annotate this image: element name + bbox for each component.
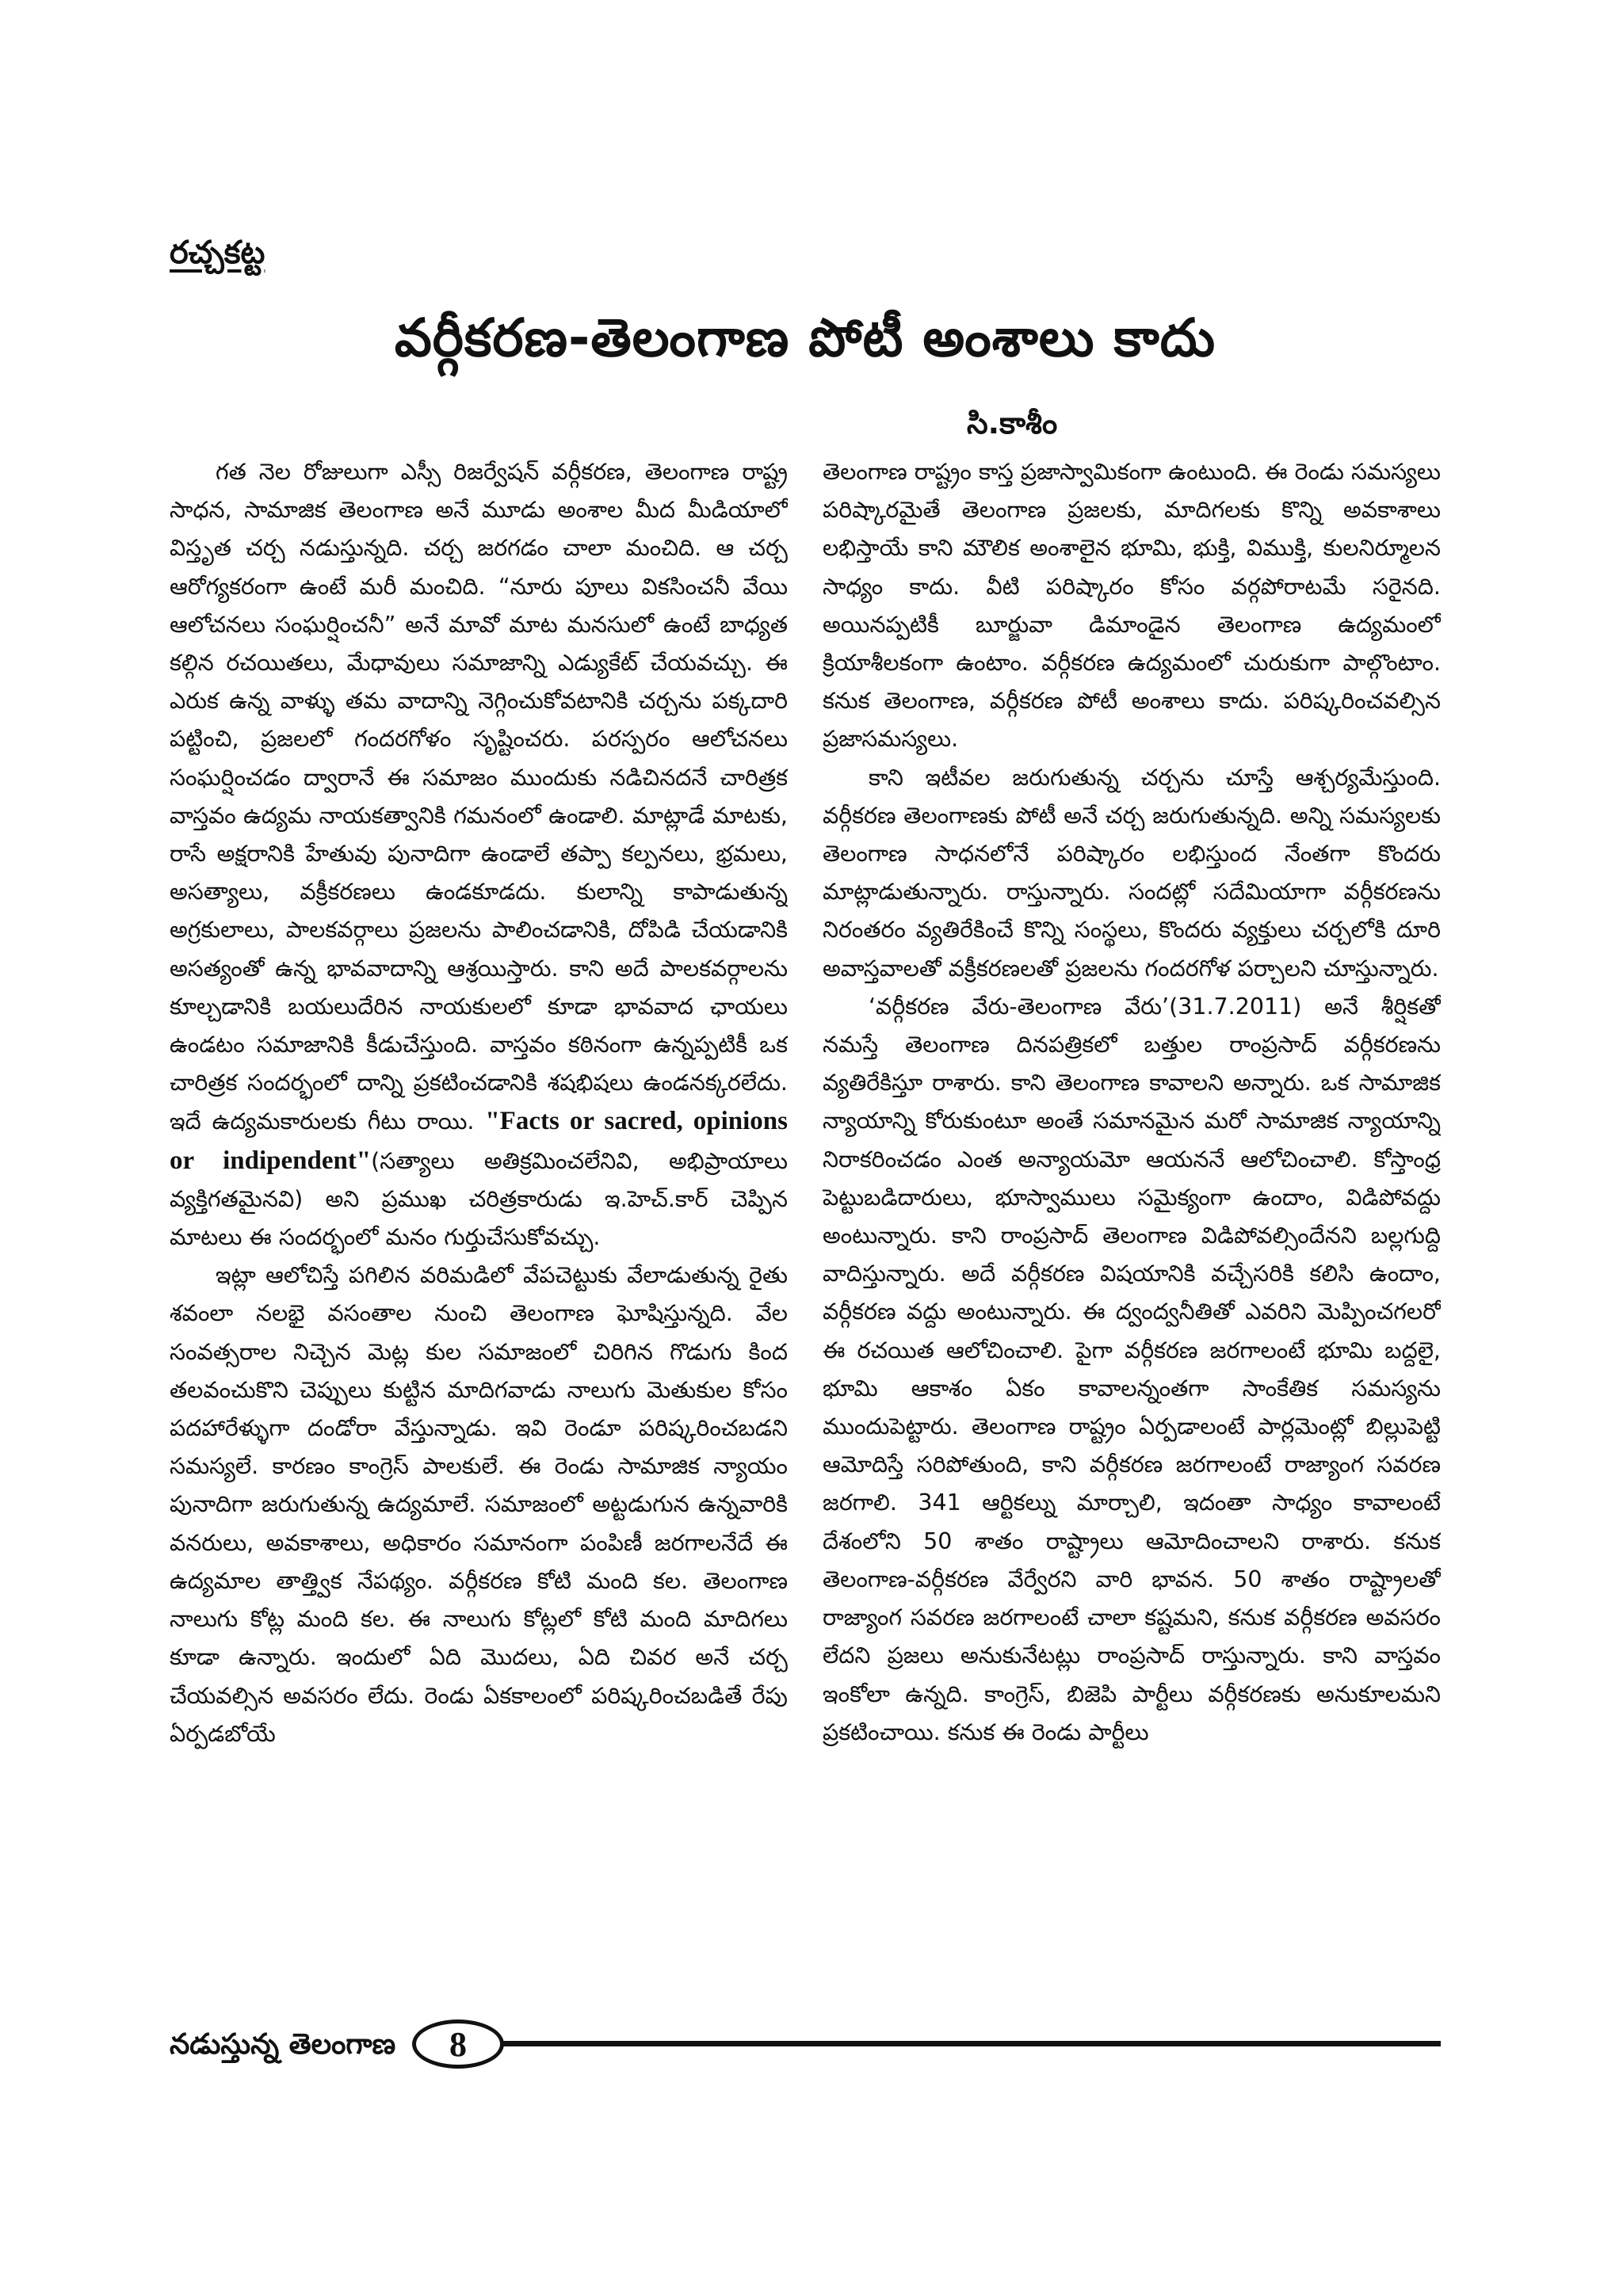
section-label: రచ్చకట్ట [170, 235, 265, 271]
page-number [412, 2019, 504, 2069]
paragraph: తెలంగాణ రాష్ట్రం కాస్త ప్రజాస్వామికంగా ఉంటుంది. ఈ రెండు సమస్యలు పరిష్కారమైతే తెలంగాణ ప్రజలకు, మాదిగలకు కొన్ని అవకాశాలు లభిస్తాయే కాని మౌలిక అంశాలైన భూమి, భుక్తి, విముక్తి, కులనిర్మూలన సాధ్యం కాదు. వీటి పరిష్కారం కోసం వర్గపోరాటమే సరైనది. అయినప్పటికీ బూర్జువా డిమాండైన తెలంగాణ ఉద్యమంలో క్రియాశీలకంగా ఉంటాం. వర్గీకరణ ఉద్యమంలో చురుకుగా పాల్గొంటాం. కనుక తెలంగాణ, వర్గీకరణ పోటీ అంశాలు కాదు. పరిష్కరించవల్సిన ప్రజాసమస్యలు. [823, 459, 1441, 753]
left-column [170, 453, 788, 2016]
paragraph-text: గత నెల రోజులుగా ఎస్సీ రిజర్వేషన్ వర్గీకరణ, తెలంగాణ రాష్ట్ర సాధన, సామాజిక తెలంగాణ అనే మూడు అంశాల మీద మీడియాలో విస్తృత చర్చ నడుస్తున్నది. చర్చ జరగడం చాలా మంచిది. ఆ చర్చ ఆరోగ్యకరంగా ఉంటే మరీ మంచిది. “నూరు పూలు వికసించనీ వేయి ఆలోచనలు సంఘర్షించనీ” అనే మావో మాట మనసులో ఉంటే బాధ్యత కల్గిన రచయితలు, మేధావులు సమాజాన్ని ఎడ్యుకేట్ చేయవచ్చు. ఈ ఎరుక ఉన్న వాళ్ళు తమ వాదాన్ని నెగ్గించుకోవటానికి చర్చను పక్కదారి పట్టించి, ప్రజలలో గందరగోళం సృష్టించరు. పరస్పరం ఆలోచనలు సంఘర్షించడం ద్వారానే ఈ సమాజం ముందుకు నడిచినదనే చారిత్రక వాస్తవం ఉద్యమ నాయకత్వానికి గమనంలో ఉండాలి. మాట్లాడే మాటకు, రాసే అక్షరానికి హేతువు పునాదిగా ఉండాలే తప్పా కల్పనలు, భ్రమలు, అసత్యాలు, వక్రీకరణలు ఉండకూడదు. కులాన్ని కాపాడుతున్న అగ్రకులాలు, పాలకవర్గాలు ప్రజలను పాలించడానికి, దోపిడి చేయడానికి అసత్యంతో ఉన్న భావవాదాన్ని ఆశ్రయిస్తారు. కాని అదే పాలకవర్గాలను కూల్చడానికి బయలుదేరిన నాయకులలో కూడా భావవాద ఛాయలు ఉండటం సమాజానికి కీడుచేస్తుంది. వాస్తవం కఠినంగా ఉన్నప్పటికీ ఒక చారిత్రక సందర్భంలో దాన్ని ప్రకటించడానికి శషభిషలు ఉండనక్కరలేదు. ఇదే ఉద్యమకారులకు గీటు రాయి. [170, 459, 788, 1135]
article-title: వర్గీకరణ-తెలంగాణ పోటీ అంశాలు కాదు [394, 307, 1216, 368]
english-quote: "Facts or sacred, opinions or indipendent" [170, 1107, 788, 1175]
footer-rule [499, 2041, 1441, 2046]
paragraph: ‘వర్గీకరణ వేరు-తెలంగాణ వేరు’(31.7.2011) అనే శీర్షికతో నమస్తే తెలంగాణ దినపత్రికలో బత్తుల రాంప్రసాద్ వర్గీకరణను వ్యతిరేకిస్తూ రాశారు. కాని తెలంగాణ కావాలని అన్నారు. ఒక సామాజిక న్యాయాన్ని కోరుకుంటూ అంతే సమానమైన మరో సామాజిక న్యాయాన్ని నిరాకరించడం ఎంత అన్యాయమో ఆయననే ఆలోచించాలి. కోస్తాంధ్ర పెట్టుబడిదారులు, భూస్వాములు సమైక్యంగా ఉందాం, విడిపోవద్దు అంటున్నారు. కాని రాంప్రసాద్ తెలంగాణ విడిపోవల్సిందేనని బల్లగుద్ది వాదిస్తున్నారు. అదే వర్గీకరణ విషయానికి వచ్చేసరికి కలిసి ఉందాం, వర్గీకరణ వద్దు అంటున్నారు. ఈ ద్వంద్వనీతితో ఎవరిని మెప్పించగలరో ఈ రచయిత ఆలోచించాలి. పైగా వర్గీకరణ జరగాలంటే భూమి బద్దలై, భూమి ఆకాశం ఏకం కావాలన్నంతగా సాంకేతిక సమస్యను ముందుపెట్టారు. తెలంగాణ రాష్ట్రం ఏర్పడాలంటే పార్లమెంట్లో బిల్లుపెట్టి ఆమోదిస్తే సరిపోతుంది, కాని వర్గీకరణ జరగాలంటే రాజ్యాంగ సవరణ జరగాలి. 341 ఆర్టికల్ను మార్చాలి, ఇదంతా సాధ్యం కావాలంటే దేశంలోని 50 శాతం రాష్ట్రాలు ఆమోదించాలని రాశారు. కనుక తెలంగాణ-వర్గీకరణ వేర్వేరని వారి భావన. 50 శాతం రాష్ట్రాలతో రాజ్యాంగ సవరణ జరగాలంటే చాలా కష్టమని, కనుక వర్గీకరణ అవసరం లేదని ప్రజలు అనుకునేటట్లు రాంప్రసాద్ రాస్తున్నారు. కాని వాస్తవం ఇంకోలా ఉన్నది. కాంగ్రెస్, బిజెపి పార్టీలు వర్గీకరణకు అనుకూలమని ప్రకటించాయి. కనుక ఈ రెండు పార్టీలు [823, 993, 1441, 1745]
magazine-name: నడుస్తున్న తెలంగాణ [170, 2028, 396, 2061]
paragraph: ఇట్లా ఆలోచిస్తే పగిలిన వరిమడిలో వేపచెట్టుకు వేలాడుతున్న రైతు శవంలా నలభై వసంతాల నుంచి తెలంగాణ ఘోషిస్తున్నది. వేల సంవత్సరాల నిచ్చెన మెట్ల కుల సమాజంలో చిరిగిన గొడుగు కింద తలవంచుకొని చెప్పులు కుట్టిన మాదిగవాడు నాలుగు మెతుకుల కోసం పదహారేళ్ళుగా దండోరా వేస్తున్నాడు. ఇవి రెండూ పరిష్కరించబడని సమస్యలే. కారణం కాంగ్రెస్ పాలకులే. ఈ రెండు సామాజిక న్యాయం పునాదిగా జరుగుతున్న ఉద్యమాలే. సమాజంలో అట్టడుగున ఉన్నవారికి వనరులు, అవకాశాలు, అధికారం సమానంగా పంపిణీ జరగాలనేదే ఈ ఉద్యమాల తాత్త్విక నేపథ్యం. వర్గీకరణ కోటి మంది కల. తెలంగాణ నాలుగు కోట్ల మంది కల. ఈ నాలుగు కోట్లలో కోటి మంది మాదిగలు కూడా ఉన్నారు. ఇందులో ఏది మొదలు, ఏది చివర అనే చర్చ చేయవల్సిన అవసరం లేదు. రెండు ఏకకాలంలో పరిష్కరించబడితే రేపు ఏర్పడబోయే [170, 1262, 788, 1747]
page-number-text: 8 [449, 2024, 467, 2064]
right-column [823, 453, 1441, 2016]
paragraph: కాని ఇటీవల జరుగుతున్న చర్చను చూస్తే ఆశ్చర్యమేస్తుంది. వర్గీకరణ తెలంగాణకు పోటీ అనే చర్చ జరుగుతున్నది. అన్ని సమస్యలకు తెలంగాణ సాధనలోనే పరిష్కారం లభిస్తుంద నేంతగా కొందరు మాట్లాడుతున్నారు. రాస్తున్నారు. సందట్లో సదేమియాగా వర్గీకరణను నిరంతరం వ్యతిరేకించే కొన్ని సంస్థలు, కొందరు వ్యక్తులు చర్చలోకి దూరి అవాస్తవాలతో వక్రీకరణలతో ప్రజలను గందరగోళ పర్చాలని చూస్తున్నారు. [823, 764, 1441, 982]
paragraph-text: (సత్యాలు అతిక్రమించలేనివి, అభిప్రాయాలు వ్యక్తిగతమైనవి) అని ప్రముఖ చరిత్రకారుడు ఇ.హెచ్.కార్ చెప్పిన మాటలు ఈ సందర్భంలో మనం గుర్తుచేసుకోవచ్చు. [170, 1147, 788, 1251]
paragraph [170, 453, 788, 1257]
author-name: సి.కాశీం [967, 406, 1058, 441]
